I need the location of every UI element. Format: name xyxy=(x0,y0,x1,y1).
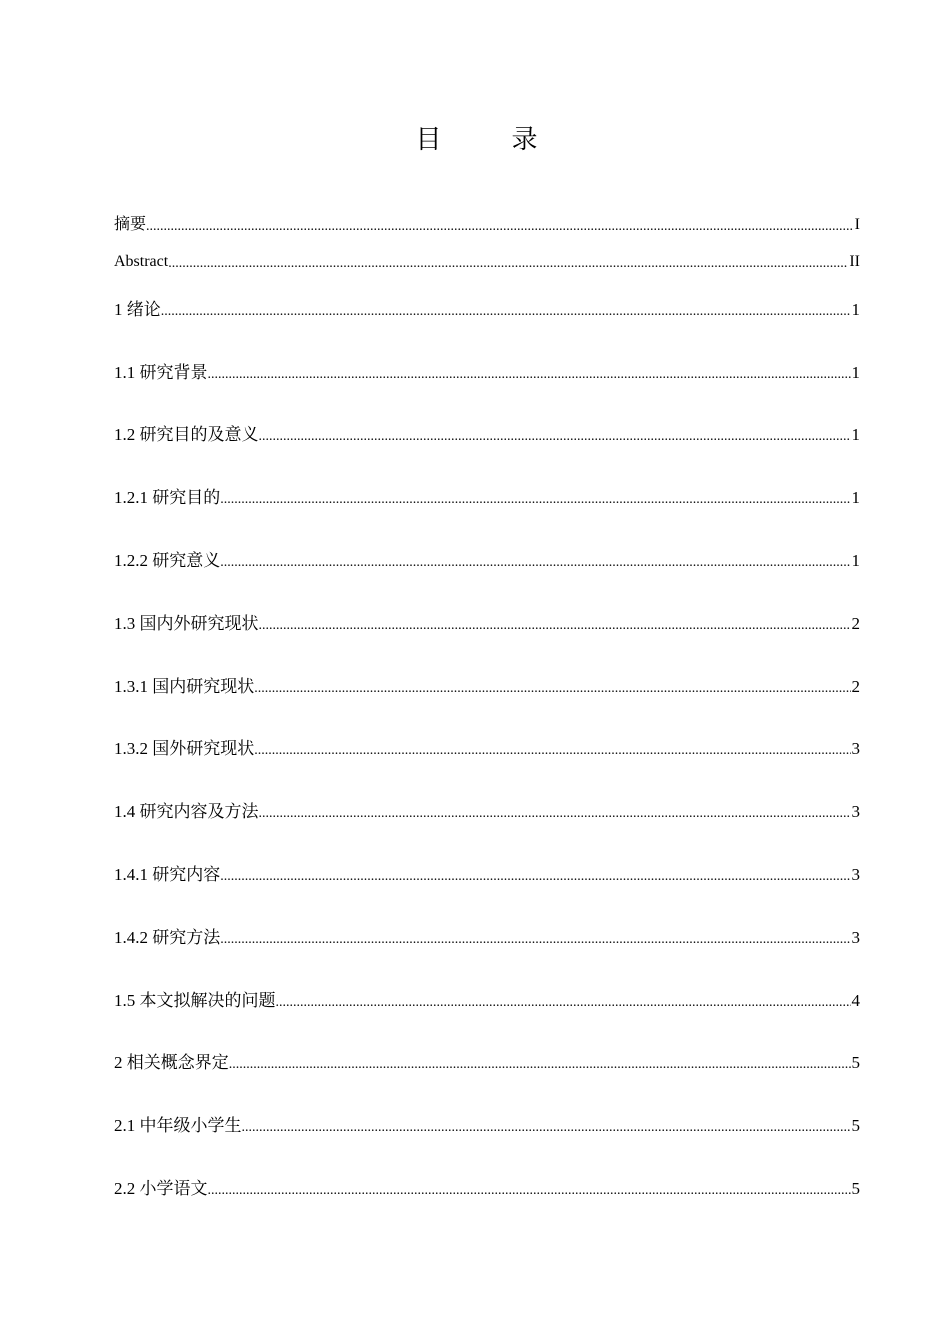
toc-entry[interactable] xyxy=(114,423,860,447)
toc-dot-leader xyxy=(276,989,851,1013)
toc-title: 目 录 xyxy=(415,125,560,155)
toc-entry[interactable] xyxy=(114,213,860,237)
toc-entry-label: Abstract xyxy=(114,253,169,270)
toc-dot-leader xyxy=(259,800,851,824)
toc-dot-leader xyxy=(220,863,850,887)
toc-entry[interactable] xyxy=(114,612,860,636)
toc-entry-label: 1 绪论 xyxy=(114,300,161,319)
toc-entry-label: 1.2.2 研究意义 xyxy=(114,551,221,570)
toc-entry[interactable] xyxy=(114,1051,860,1075)
toc-entry-page: 1 xyxy=(851,363,860,382)
toc-entry-page: 3 xyxy=(851,802,860,821)
toc-entry-page: I xyxy=(854,216,860,233)
toc-entry-label: 1.3.1 国内研究现状 xyxy=(114,677,255,696)
toc-entry-label: 1.4 研究内容及方法 xyxy=(114,802,259,821)
toc-entry-page: 5 xyxy=(851,1116,860,1135)
toc-entry-page: 1 xyxy=(851,488,860,507)
toc-dot-leader xyxy=(161,298,851,322)
toc-entry-label: 2.1 中年级小学生 xyxy=(114,1116,242,1135)
toc-entry[interactable] xyxy=(114,800,860,824)
toc-entry-page: 1 xyxy=(851,551,860,570)
toc-entry-label: 2.2 小学语文 xyxy=(114,1179,208,1198)
toc-entry-label: 摘要 xyxy=(114,216,147,233)
toc-entry[interactable] xyxy=(114,1114,860,1138)
toc-dot-leader xyxy=(220,926,850,950)
toc-entry[interactable] xyxy=(114,361,860,385)
toc-dot-leader xyxy=(220,486,850,510)
toc-entry-page: 1 xyxy=(851,300,860,319)
toc-entry-label: 1.4.1 研究内容 xyxy=(114,865,221,884)
toc-entry-page: 5 xyxy=(851,1053,860,1072)
toc-entry[interactable] xyxy=(114,250,860,274)
toc-entry[interactable] xyxy=(114,863,860,887)
toc-entry-page: 4 xyxy=(851,991,860,1010)
toc-entry-label: 1.5 本文拟解决的问题 xyxy=(114,991,276,1010)
toc-entry[interactable] xyxy=(114,675,860,699)
toc-entry-label: 1.3 国内外研究现状 xyxy=(114,614,259,633)
toc-entry[interactable] xyxy=(114,549,860,573)
toc-entry-label: 1.4.2 研究方法 xyxy=(114,928,221,947)
toc-entry[interactable] xyxy=(114,1177,860,1201)
toc-entry[interactable] xyxy=(114,298,860,322)
toc-dot-leader xyxy=(254,737,850,761)
toc-dot-leader xyxy=(146,213,854,237)
toc-entry-label: 1.1 研究背景 xyxy=(114,363,208,382)
toc-dot-leader xyxy=(168,250,848,274)
toc-entry-page: 3 xyxy=(851,865,860,884)
toc-entry-page: 3 xyxy=(851,928,860,947)
toc-entry[interactable] xyxy=(114,926,860,950)
toc-entry-page: 3 xyxy=(851,739,860,758)
toc-dot-leader xyxy=(242,1114,851,1138)
toc-entry-page: 1 xyxy=(851,425,860,444)
toc-entry-label: 2 相关概念界定 xyxy=(114,1053,229,1072)
toc-dot-leader xyxy=(254,675,850,699)
toc-dot-leader xyxy=(208,1177,851,1201)
toc-dot-leader xyxy=(208,361,851,385)
toc-entry-page: 5 xyxy=(851,1179,860,1198)
toc-dot-leader xyxy=(229,1051,851,1075)
toc-entry[interactable] xyxy=(114,989,860,1013)
toc-dot-leader xyxy=(259,423,851,447)
toc-entry-label: 1.2 研究目的及意义 xyxy=(114,425,259,444)
toc-dot-leader xyxy=(220,549,850,573)
toc-dot-leader xyxy=(259,612,851,636)
toc-entry-page: 2 xyxy=(851,614,860,633)
toc-entry-label: 1.2.1 研究目的 xyxy=(114,488,221,507)
toc-entry[interactable] xyxy=(114,486,860,510)
toc-entry-page: II xyxy=(849,253,860,270)
toc-entry-page: 2 xyxy=(851,677,860,696)
toc-entry[interactable] xyxy=(114,737,860,761)
toc-entry-label: 1.3.2 国外研究现状 xyxy=(114,739,255,758)
